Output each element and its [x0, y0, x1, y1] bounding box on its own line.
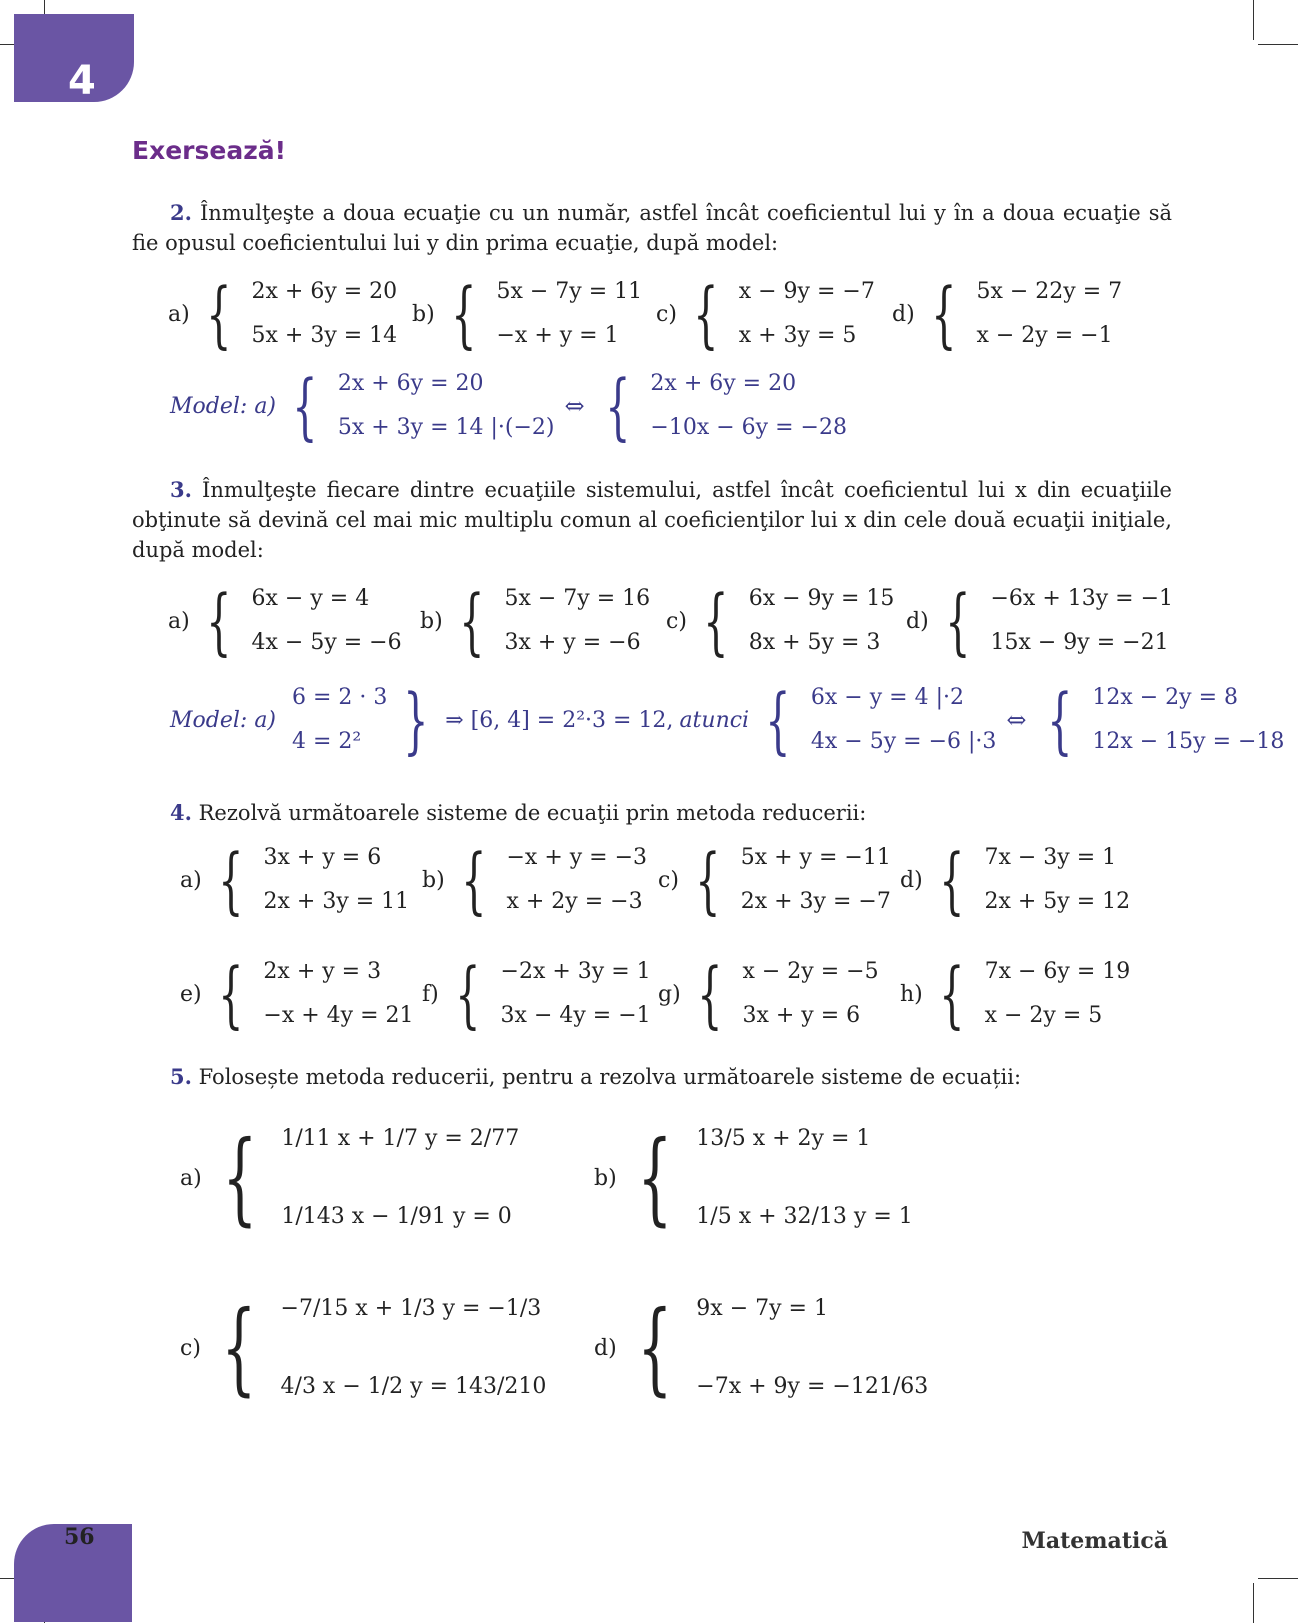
equation: x − 2y = −5: [742, 959, 879, 984]
equation: 1/11 x + 1/7 y = 2/77: [281, 1126, 520, 1151]
exercise-4-text: [132, 798, 1172, 828]
equation: −10x − 6y = −28: [650, 415, 847, 440]
equation: 2x + 5y = 12: [984, 889, 1131, 914]
system-label: d): [900, 867, 923, 893]
crop-mark: [1253, 0, 1254, 40]
equation: 5x + y = −11: [740, 845, 891, 870]
equation: 9x − 7y = 1: [696, 1296, 828, 1321]
crop-mark: [1253, 1583, 1254, 1623]
model-label: Model: a): [170, 707, 277, 733]
brace-icon: {: [944, 579, 971, 663]
equation: 2x + y = 3: [263, 959, 382, 984]
equation: 5x − 22y = 7: [976, 279, 1123, 304]
exercise-number: 2.: [170, 200, 192, 225]
model-2: [170, 362, 847, 450]
chapter-number: 4: [68, 58, 96, 104]
brace-icon: {: [703, 579, 729, 663]
section-heading: Exersează!: [132, 136, 287, 165]
equation: x − 2y = 5: [984, 1003, 1103, 1028]
brace-icon: {: [695, 838, 721, 922]
equation: 12x − 15y = −18: [1092, 729, 1285, 754]
system-2a: [168, 270, 397, 358]
equation: 13/5 x + 2y = 1: [696, 1126, 871, 1151]
equation: 5x + 3y = 14 |·(−2): [337, 415, 555, 440]
exercise-number: 4.: [170, 800, 192, 825]
exercise-statement: Înmulţeşte fiecare dintre ecuaţiile sistemului, astfel încât coeficientul lui x din ecuaţiile obţinute să devină cel mai mic multiplu comun al coeficienţilor lui x din cele două ecuaţii iniţiale, după model:: [132, 478, 1172, 562]
equation: 6x − 9y = 15: [748, 586, 895, 611]
system-5b: [594, 1100, 913, 1256]
system-5c: [180, 1270, 546, 1426]
equation: 4/3 x − 1/2 y = 143/210: [280, 1374, 547, 1399]
brace-icon: {: [206, 579, 232, 663]
system-label: f): [422, 981, 439, 1007]
crop-mark: [1258, 44, 1298, 45]
equation: 12x − 2y = 8: [1092, 685, 1238, 710]
lcm-text: ⇒ [6, 4] = 2²·3 = 12,: [445, 707, 674, 733]
system-label: a): [168, 608, 190, 634]
equation: 7x − 6y = 19: [984, 959, 1131, 984]
exercise-number: 5.: [170, 1064, 192, 1089]
brace-icon: {: [696, 952, 723, 1036]
brace-icon: {: [206, 272, 232, 356]
system-label: d): [906, 608, 929, 634]
equation: −7/15 x + 1/3 y = −1/3: [280, 1296, 542, 1321]
brace-icon: {: [930, 272, 957, 356]
closing-brace-icon: }: [403, 678, 429, 762]
brace-icon: {: [1046, 678, 1073, 762]
equation: 3x + y = 6: [263, 845, 382, 870]
brace-icon: {: [636, 1289, 672, 1406]
brace-icon: {: [938, 838, 965, 922]
system-label: c): [658, 867, 679, 893]
system-4a: [180, 836, 409, 924]
equation: 1/143 x − 1/91 y = 0: [281, 1204, 512, 1229]
equation: 5x − 7y = 16: [504, 586, 651, 611]
equation: −7x + 9y = −121/63: [696, 1374, 929, 1399]
brace-icon: {: [455, 952, 481, 1036]
equation: 2x + 3y = −7: [740, 889, 891, 914]
system-label: b): [594, 1165, 617, 1191]
exercise-statement: Rezolvă următoarele sisteme de ecuaţii prin metoda reducerii:: [198, 801, 867, 825]
system-label: b): [412, 301, 435, 327]
brace-icon: {: [693, 272, 719, 356]
system-label: c): [666, 608, 687, 634]
equation: 1/5 x + 32/13 y = 1: [696, 1204, 913, 1229]
system-4c: [658, 836, 891, 924]
model-3: [170, 676, 1284, 764]
equation: −x + 4y = 21: [263, 1003, 414, 1028]
brace-icon: {: [636, 1119, 672, 1236]
equation: x − 2y = −1: [976, 323, 1113, 348]
equation: 8x + 5y = 3: [748, 630, 881, 655]
equation: 4 = 2²: [292, 729, 362, 754]
atunci-text: atunci: [679, 707, 750, 733]
brace-icon: {: [450, 272, 477, 356]
brace-icon: {: [939, 952, 965, 1036]
system-label: g): [658, 981, 681, 1007]
equivalence-icon: ⇔: [564, 392, 585, 420]
equation: 2x + 6y = 20: [251, 279, 398, 304]
system-2b: [412, 270, 642, 358]
equation: x − 9y = −7: [738, 279, 875, 304]
equation: 6x − y = 4: [251, 586, 370, 611]
system-4g: [658, 950, 879, 1038]
system-3b: [420, 577, 650, 665]
equation: x + 3y = 5: [738, 323, 857, 348]
system-2c: [656, 270, 875, 358]
brace-icon: {: [458, 579, 485, 663]
system-4h: [900, 950, 1130, 1038]
system-4d: [900, 836, 1130, 924]
exercise-statement: Folosește metoda reducerii, pentru a rezolva următoarele sisteme de ecuații:: [198, 1065, 1022, 1089]
exercise-2-text: [132, 198, 1172, 258]
exercise-3-text: [132, 475, 1172, 565]
equation: 4x − 5y = −6: [251, 630, 402, 655]
page-number: 56: [64, 1524, 95, 1550]
equation: 3x + y = −6: [504, 630, 641, 655]
system-5a: [180, 1100, 519, 1256]
brace-icon: {: [604, 364, 631, 448]
system-4f: [422, 950, 651, 1038]
system-4b: [422, 836, 647, 924]
equation: 2x + 6y = 20: [650, 371, 797, 396]
brace-icon: {: [221, 1289, 257, 1406]
equation: 3x + y = 6: [742, 1003, 861, 1028]
equation: 2x + 3y = 11: [263, 889, 410, 914]
model-label: Model: a): [170, 393, 277, 419]
system-label: h): [900, 981, 923, 1007]
system-label: a): [168, 301, 190, 327]
system-label: a): [180, 1165, 202, 1191]
equation: 5x − 7y = 11: [496, 279, 643, 304]
system-4e: [180, 950, 414, 1038]
brace-icon: {: [217, 952, 244, 1036]
system-label: d): [594, 1335, 617, 1361]
system-label: b): [422, 867, 445, 893]
crop-mark: [1258, 1578, 1298, 1579]
system-3a: [168, 577, 402, 665]
equation: 7x − 3y = 1: [984, 845, 1117, 870]
system-label: b): [420, 608, 443, 634]
system-2d: [892, 270, 1122, 358]
brace-icon: {: [292, 364, 318, 448]
system-5d: [594, 1270, 928, 1426]
system-label: c): [656, 301, 677, 327]
system-label: a): [180, 867, 202, 893]
equation: 6x − y = 4 |·2: [810, 685, 964, 710]
brace-icon: {: [218, 838, 244, 922]
brace-icon: {: [222, 1119, 258, 1236]
equation: −2x + 3y = 1: [500, 959, 651, 984]
equation: −x + y = 1: [496, 323, 619, 348]
equation: 15x − 9y = −21: [990, 630, 1169, 655]
equation: 5x + 3y = 14: [251, 323, 398, 348]
system-3c: [666, 577, 894, 665]
subject-label: Matematică: [1021, 1528, 1168, 1554]
equivalence-icon: ⇔: [1006, 706, 1027, 734]
equation: 4x − 5y = −6 |·3: [810, 729, 997, 754]
exercise-5-text: [132, 1062, 1172, 1092]
system-3d: [906, 577, 1173, 665]
equation: x + 2y = −3: [506, 889, 643, 914]
equation: 2x + 6y = 20: [337, 371, 484, 396]
equation: −6x + 13y = −1: [990, 586, 1174, 611]
equation: 6 = 2 · 3: [292, 685, 388, 710]
equation: 3x − 4y = −1: [500, 1003, 651, 1028]
brace-icon: {: [460, 838, 487, 922]
system-label: c): [180, 1335, 201, 1361]
system-label: d): [892, 301, 915, 327]
system-label: e): [180, 981, 202, 1007]
equation: −x + y = −3: [506, 845, 648, 870]
exercise-statement: Înmulţeşte a doua ecuaţie cu un număr, astfel încât coeficientul lui y în a doua ecuaţie să fie opusul coeficientului lui y din prima ecuaţie, după model:: [132, 201, 1172, 255]
exercise-number: 3.: [170, 477, 192, 502]
brace-icon: {: [765, 678, 791, 762]
